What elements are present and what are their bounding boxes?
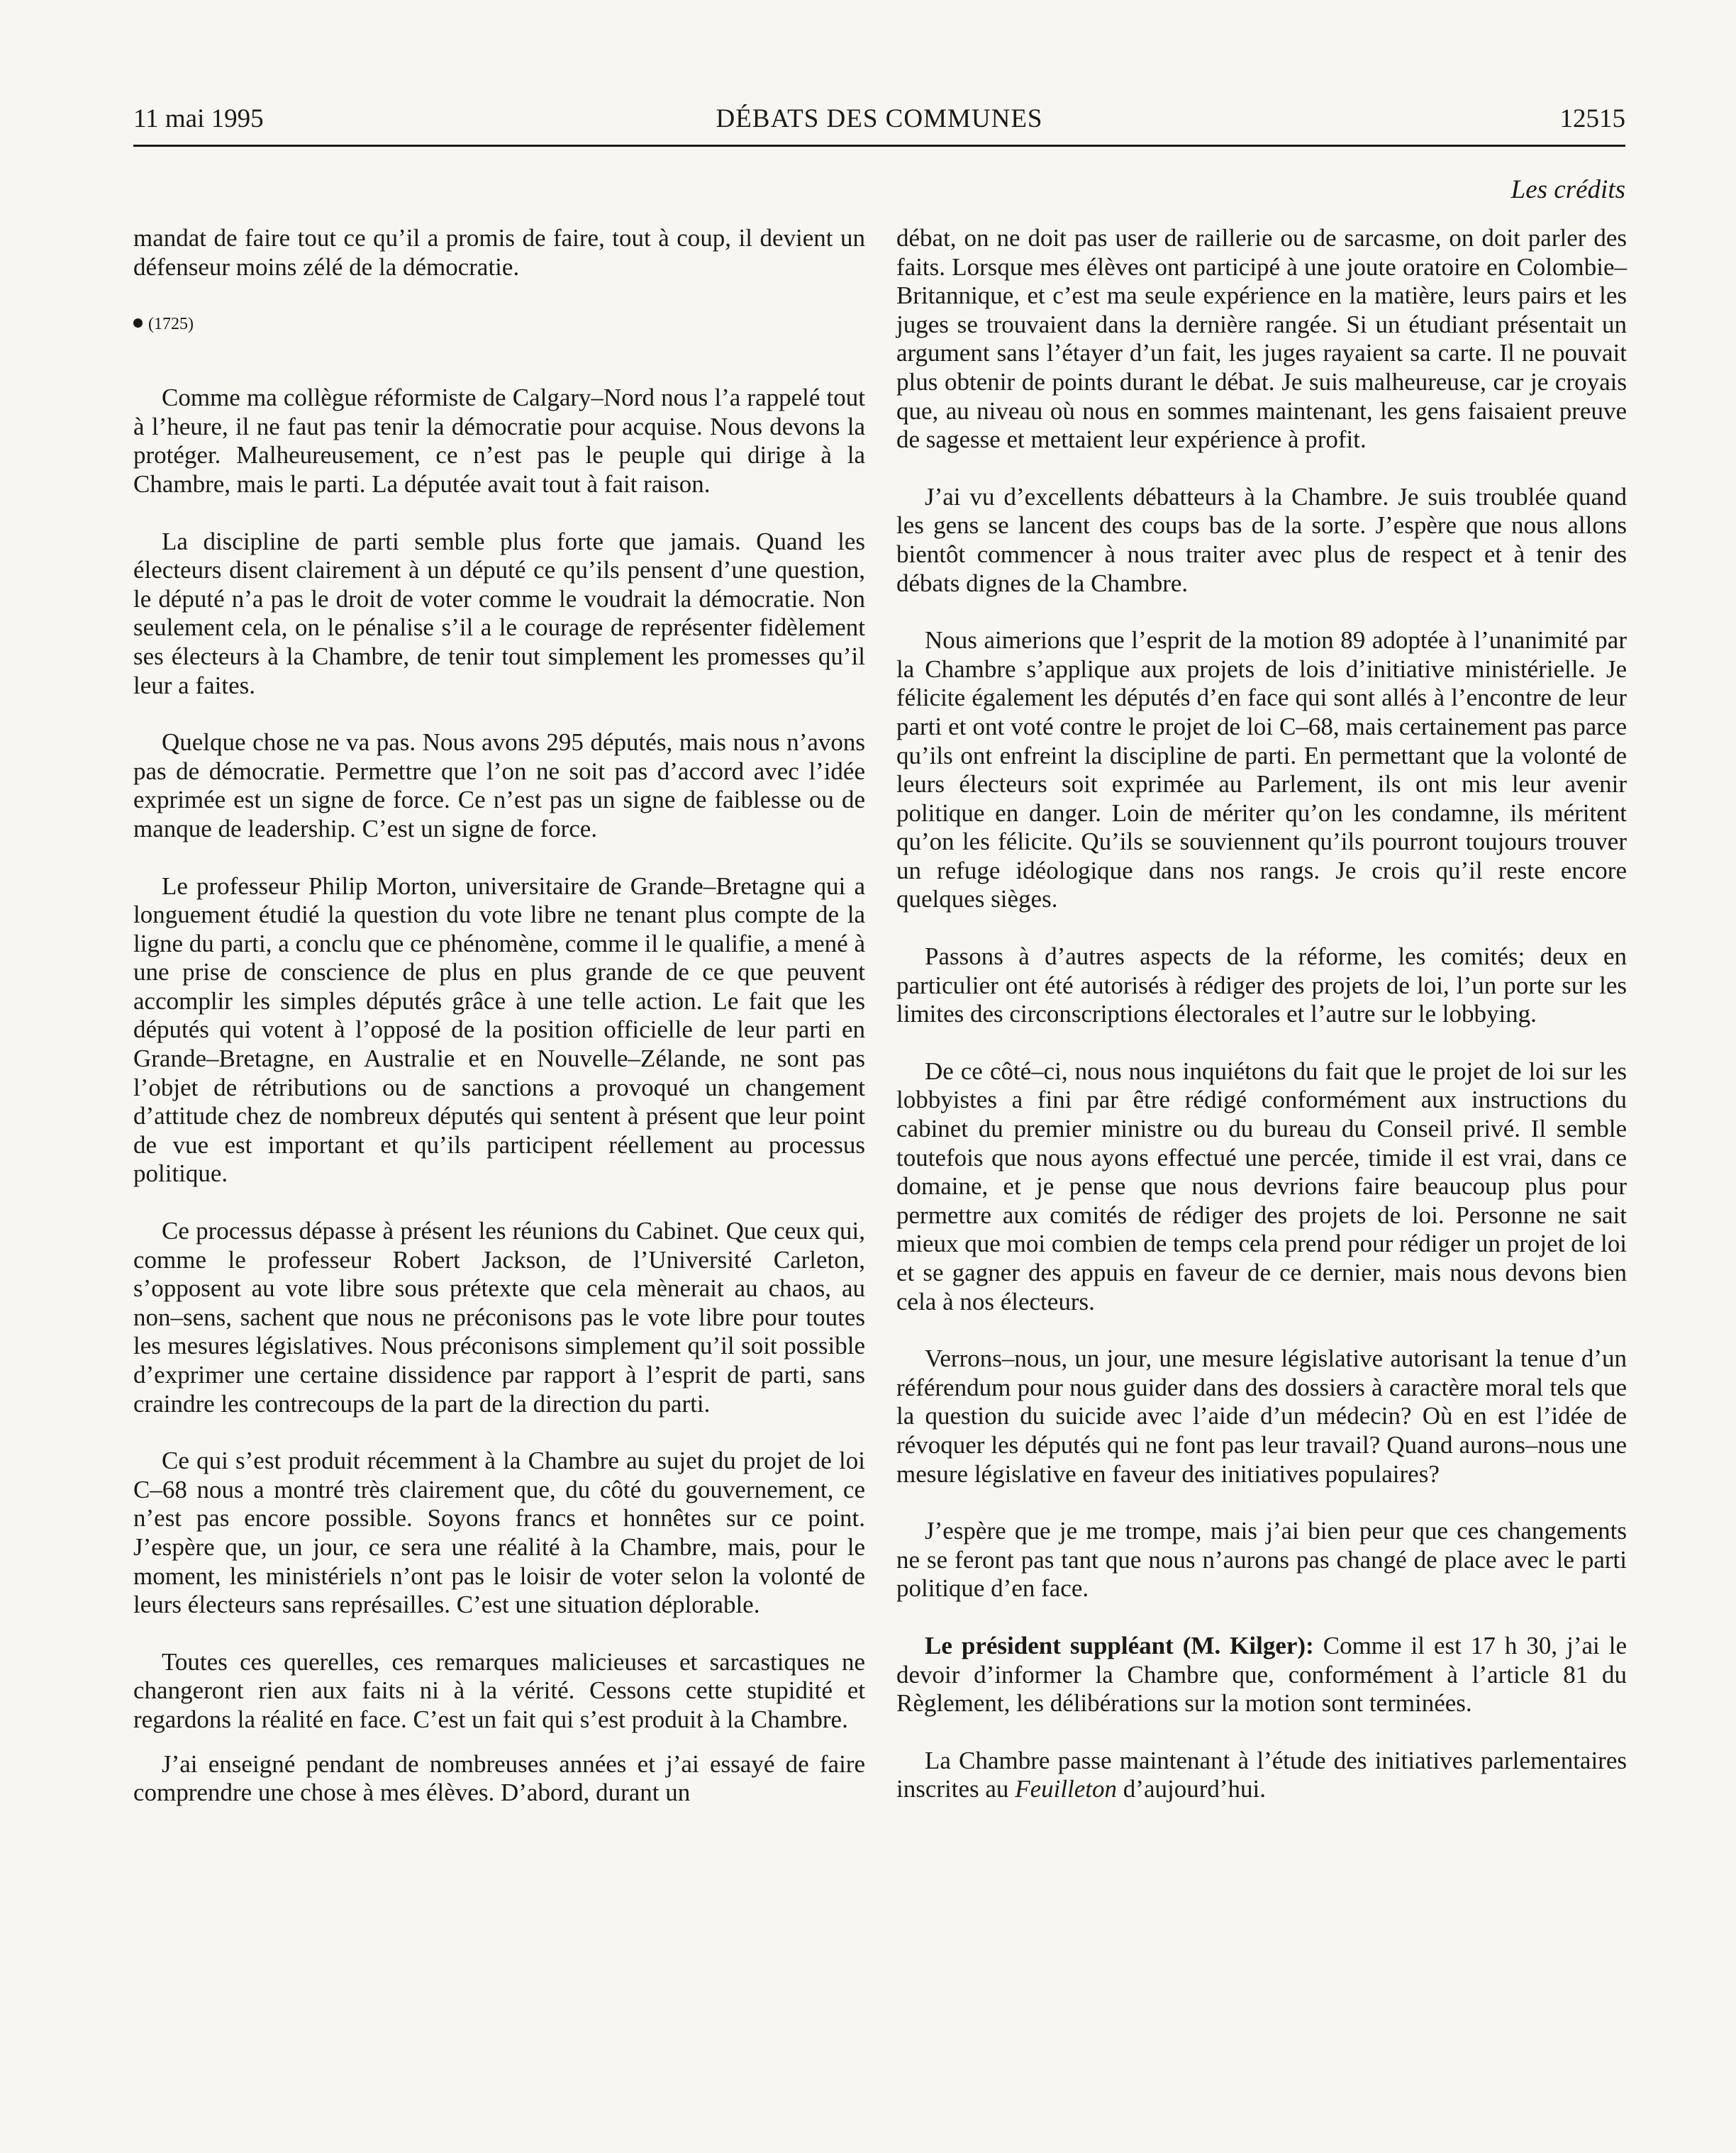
paragraph: Comme ma collègue réformiste de Calgary–Nord nous l’a rappelé tout à l’heure, il ne faut pas tenir la démocratie pour acquise. Nous devons la protéger. Malheureusement, ce n’est pas le peuple qui dirige à la Chambre, mais le parti. La députée avait tout à fait raison. bbox=[133, 384, 865, 498]
paragraph: J’ai vu d’excellents débatteurs à la Chambre. Je suis troublée quand les gens se lancent des coups bas de la sorte. J’espère que nous allons bientôt commencer à nous traiter avec plus de respect et à tenir des débats dignes de la Chambre. bbox=[896, 482, 1627, 597]
paragraph-text: La Chambre passe maintenant à l’étude des initiatives parlementaires inscrites au bbox=[896, 1746, 1627, 1803]
paragraph bbox=[896, 1747, 1627, 1804]
header-rule bbox=[133, 145, 1625, 147]
paragraph: Verrons–nous, un jour, une mesure législative autorisant la tenue d’un référendum pour nous guider dans des dossiers à caractère moral tels que la question du suicide avec l’aide d’un médecin? Où en est l’idée de révoquer les députés qui ne font pas leur travail? Quand aurons–nous une mesure législative en faveur des initiatives populaires? bbox=[896, 1345, 1627, 1488]
right-column bbox=[896, 224, 1627, 1832]
paragraph: Ce qui s’est produit récemment à la Chambre au sujet du projet de loi C–68 nous a montré très clairement que, du côté du gouvernement, ce n’est pas encore possible. Soyons francs et honnêtes sur ce point. J’espère que, un jour, ce sera une réalité à la Chambre, mais, pour le moment, les ministériels n’ont pas le loisir de voter selon la volonté de leurs électeurs sans représailles. C’est une situation déplorable. bbox=[133, 1447, 865, 1619]
speaker-text: Comme il est 17 h 30, j’ai le devoir d’informer la Chambre que, conformément à l’article 81 du Règlement, les délibérations sur la motion sont terminées. bbox=[896, 1631, 1627, 1718]
left-column bbox=[133, 224, 865, 1836]
paragraph: La discipline de parti semble plus forte que jamais. Quand les électeurs disent clairement à un député ce qu’ils pensent d’une question, le député n’a pas le droit de voter comme le voudrait la démocratie. Non seulement cela, on le pénalise s’il a le courage de représenter fidèlement ses électeurs à la Chambre, de tenir tout simplement les promesses qu’il leur a faites. bbox=[133, 527, 865, 699]
section-title: Les crédits bbox=[1510, 175, 1625, 204]
paragraph: De ce côté–ci, nous nous inquiétons du fait que le projet de loi sur les lobbyistes a fini par être rédigé conformément aux instructions du cabinet du premier ministre ou du bureau du Conseil privé. Il semble toutefois que nous ayons effectué une percée, timide il est vrai, dans ce domaine, et je pense que nous devrions faire beaucoup plus pour permettre aux comités de rédiger des projets de loi. Personne ne sait mieux que moi combien de temps cela prend pour rédiger un projet de loi et se gagner des appuis en faveur de ce dernier, mais nous devons bien cela à nos électeurs. bbox=[896, 1057, 1627, 1315]
paragraph: Quelque chose ne va pas. Nous avons 295 députés, mais nous n’avons pas de démocratie. Permettre que l’on ne soit pas d’accord avec l’idée exprimée est un signe de force. Ce n’est pas un signe de faiblesse ou de manque de leadership. C’est un signe de force. bbox=[133, 728, 865, 842]
paragraph: débat, on ne doit pas user de raillerie ou de sarcasme, on doit parler des faits. Lorsque mes élèves ont participé à une joute oratoire en Colombie–Britannique, et c’est ma seule expérience en la matière, leurs pairs et les juges se trouvaient dans la dernière rangée. Si un étudiant présentait un argument sans l’étayer d’un fait, les juges rayaient sa carte. Il ne pouvait plus obtenir de points durant le débat. Je suis malheureuse, car je croyais que, au niveau où nous en sommes maintenant, les gens faisaient preuve de sagesse et mettaient leur expérience à profit. bbox=[896, 224, 1627, 454]
time-marker-label: (1725) bbox=[148, 315, 194, 334]
speaker-name: Le président suppléant (M. Kilger): bbox=[925, 1631, 1314, 1659]
paragraph-text-end: d’aujourd’hui. bbox=[1117, 1775, 1266, 1803]
header-date: 11 mai 1995 bbox=[133, 104, 264, 133]
paragraph: Nous aimerions que l’esprit de la motion 89 adoptée à l’unanimité par la Chambre s’applique aux projets de lois d’initiative ministérielle. Je félicite également les députés d’en face qui sont allés à l’encontre de leur parti et ont voté contre le projet de loi C–68, mais certainement pas parce qu’ils ont enfreint la discipline de parti. En permettant que la volonté de leurs électeurs soit exprimée au Parlement, ils ont mis leur avenir politique en danger. Loin de mériter qu’on les condamne, ils méritent qu’on les félicite. Qu’ils se souviennent qu’ils pourront toujours trouver un refuge idéologique dans nos rangs. Je crois qu’il reste encore quelques sièges. bbox=[896, 626, 1627, 913]
paragraph: mandat de faire tout ce qu’il a promis de faire, tout à coup, il devient un défenseur moins zélé de la démocratie. bbox=[133, 224, 865, 281]
paragraph: Toutes ces querelles, ces remarques malicieuses et sarcastiques ne changeront rien aux faits ni à la vérité. Cessons cette stupidité et regardons la réalité en face. C’est un fait qui s’est produit à la Chambre. bbox=[133, 1647, 865, 1733]
paragraph: Passons à d’autres aspects de la réforme, les comités; deux en particulier ont été autorisés à rédiger des projets de loi, l’un porte sur les limites des circonscriptions électorales et l’autre sur le lobbying. bbox=[896, 942, 1627, 1028]
page-header bbox=[133, 98, 1625, 140]
feuilleton-italic: Feuilleton bbox=[1015, 1775, 1118, 1803]
time-marker bbox=[133, 310, 865, 338]
paragraph: Le professeur Philip Morton, universitaire de Grande–Bretagne qui a longuement étudié la question du vote libre ne tenant plus compte de la ligne du parti, a conclu que ce phénomène, comme il le qualifie, a mené à une prise de conscience de plus en plus grande de ce que peuvent accomplir les simples députés grâce à une telle action. Le fait que les députés qui votent à l’opposé de la position officielle de leur parti en Grande–Bretagne, en Australie et en Nouvelle–Zélande, ne sont pas l’objet de rétributions ou de sanctions a provoqué un changement d’attitude chez de nombreux députés qui sentent à présent que leur point de vue est important et qu’ils participent réellement au processus politique. bbox=[133, 872, 865, 1188]
paragraph: Ce processus dépasse à présent les réunions du Cabinet. Que ceux qui, comme le professeur Robert Jackson, de l’Université Carleton, s’opposent au vote libre sous prétexte que cela mènerait au chaos, au non–sens, sachent que nous ne préconisons pas le vote libre pour toutes les mesures législatives. Nous préconisons simplement qu’il soit possible d’exprimer une certaine dissidence par rapport à l’esprit de parti, sans craindre les contrecoups de la part de la direction du parti. bbox=[133, 1217, 865, 1418]
header-page-number: 12515 bbox=[1559, 104, 1625, 133]
speaker-paragraph bbox=[896, 1632, 1627, 1718]
paragraph: J’ai enseigné pendant de nombreuses années et j’ai essayé de faire comprendre une chose à mes élèves. D’abord, durant un bbox=[133, 1749, 865, 1807]
bullet-icon bbox=[133, 318, 143, 328]
paragraph: J’espère que je me trompe, mais j’ai bien peur que ces changements ne se feront pas tant que nous n’aurons pas changé de place avec le parti politique d’en face. bbox=[896, 1517, 1627, 1603]
header-title: DÉBATS DES COMMUNES bbox=[716, 104, 1043, 133]
